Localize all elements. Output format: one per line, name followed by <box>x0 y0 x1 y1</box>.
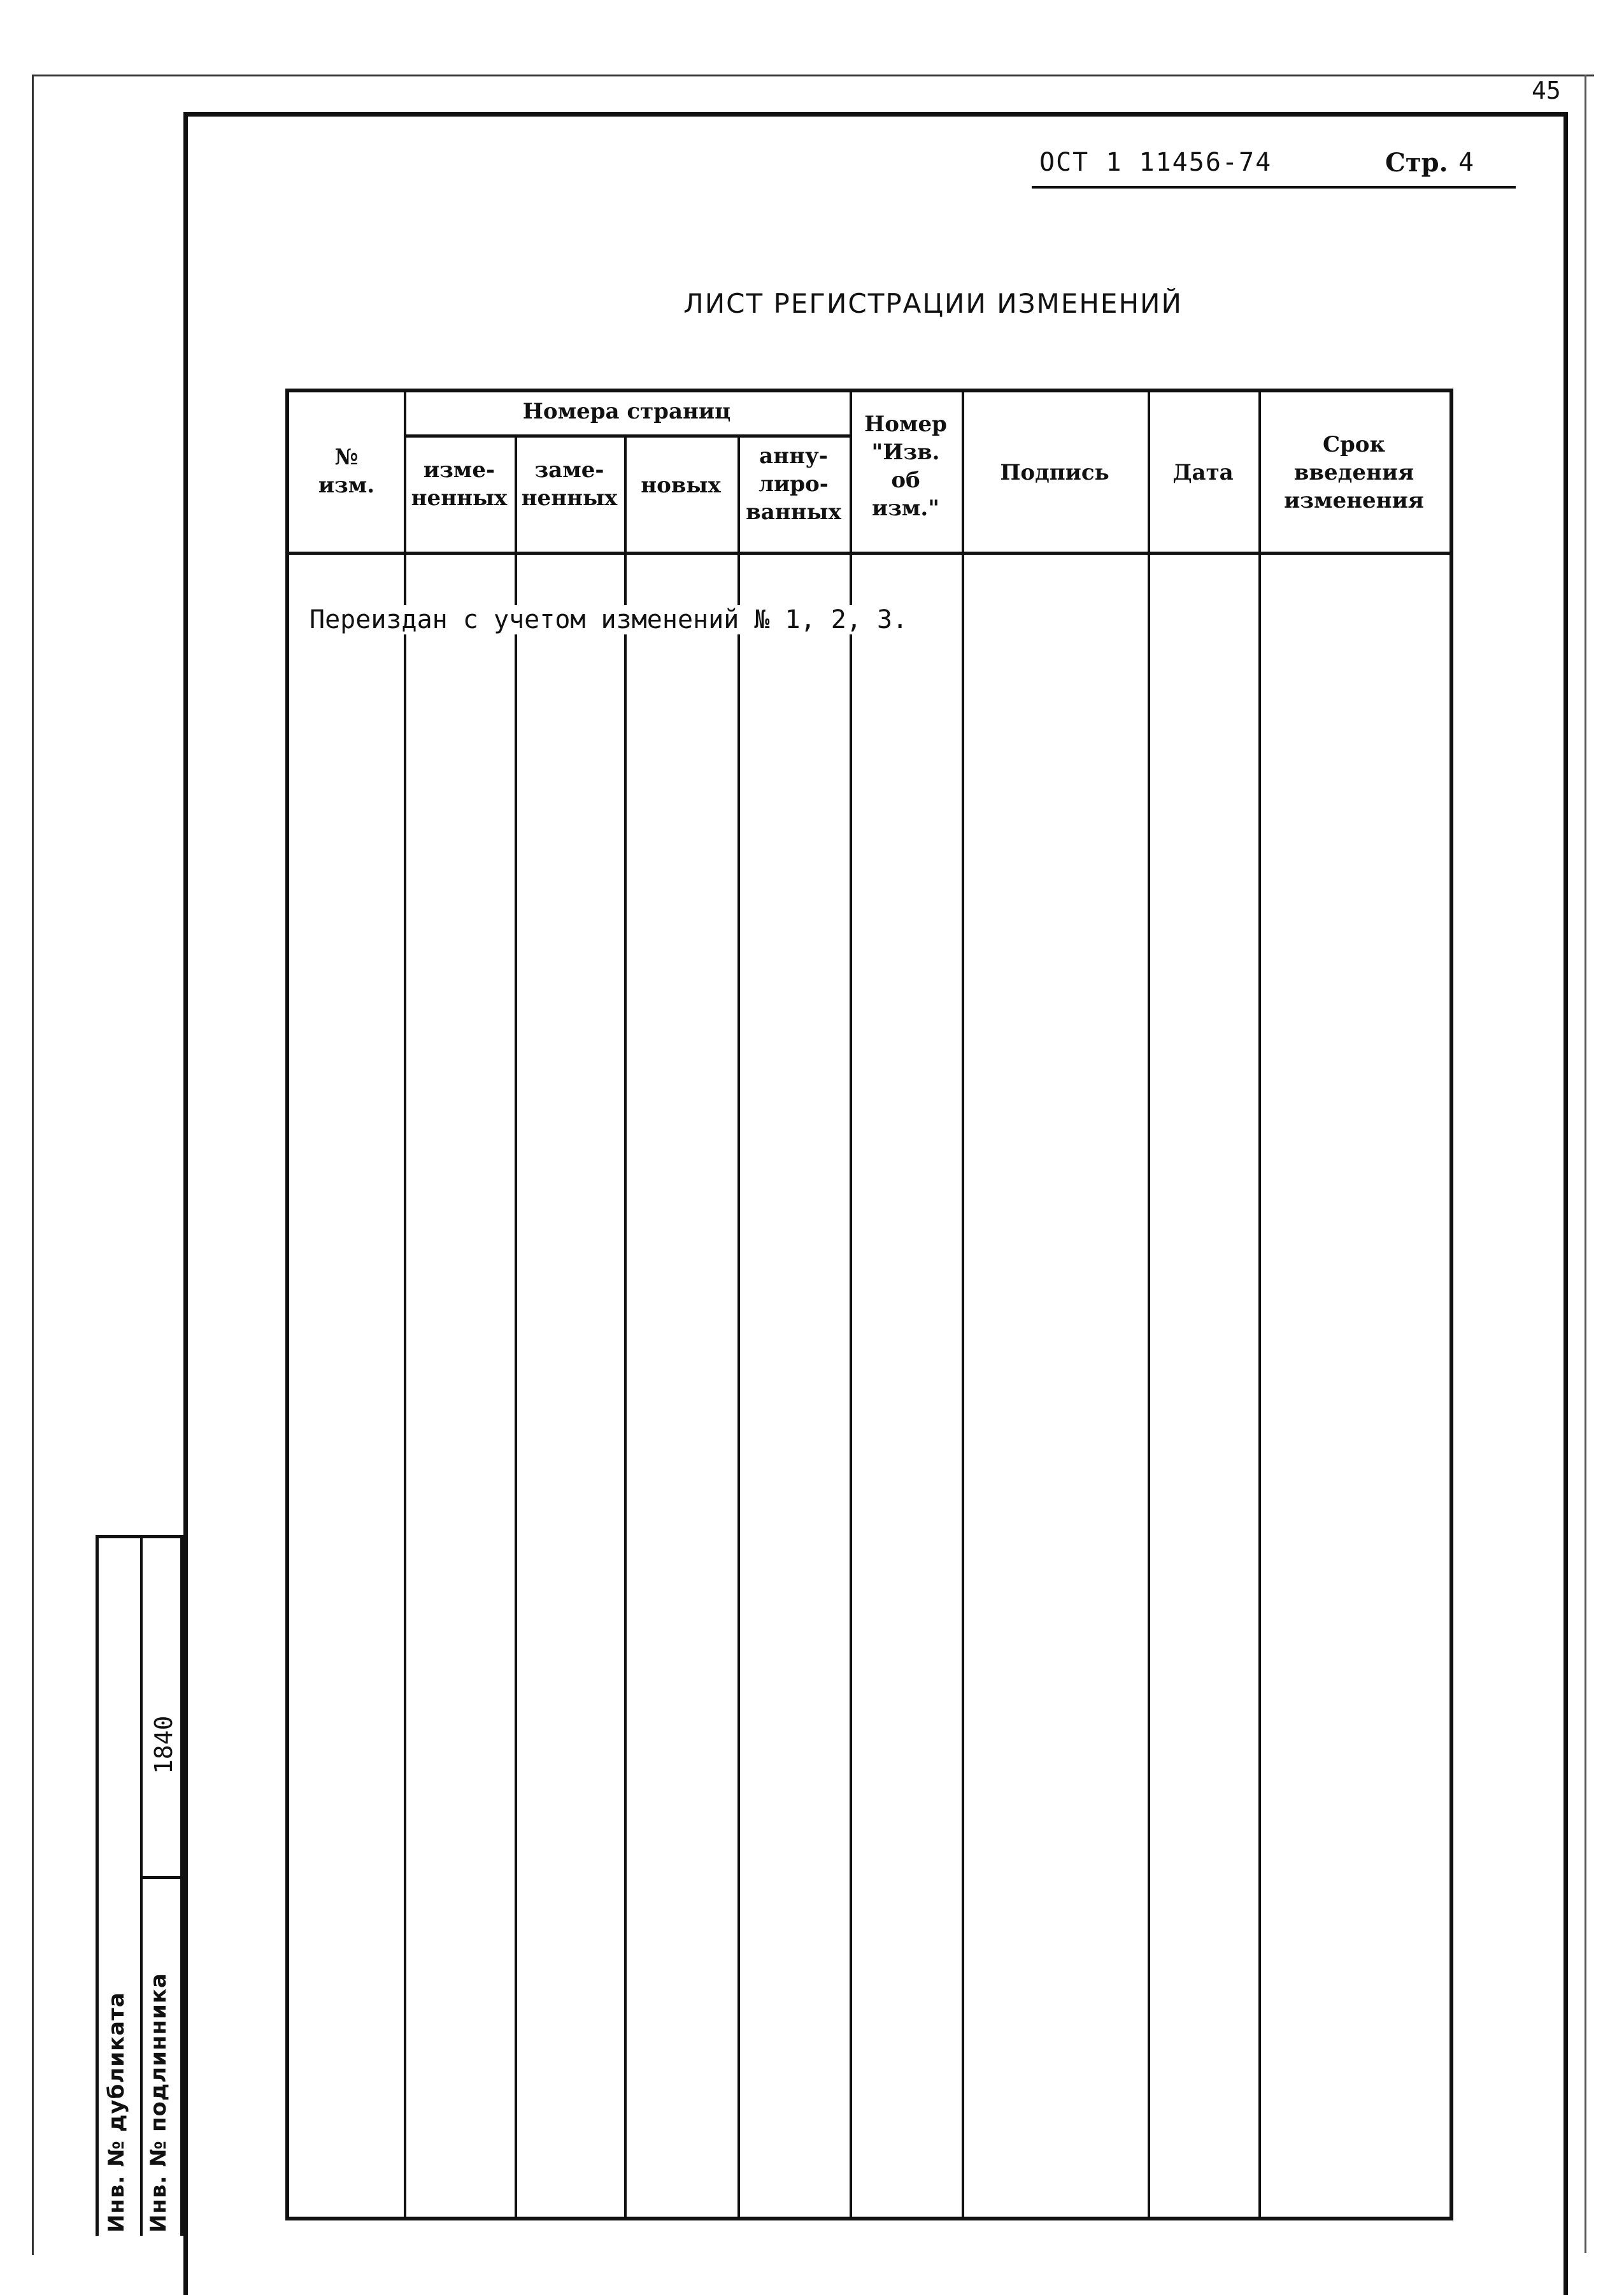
col-divider <box>962 392 964 2217</box>
header-annulled: анну- лиро- ванных <box>746 443 841 525</box>
stamp-divider <box>140 1876 180 1879</box>
stamp-original-label: Инв. № подлинника <box>146 1973 171 2233</box>
header-divider <box>289 552 1449 555</box>
header-changed: изме- ненных <box>411 457 508 511</box>
sheet-title-text: ЛИСТ РЕГИСТРАЦИИ ИЗМЕНЕНИЙ <box>683 288 1183 319</box>
header-underline <box>1032 186 1516 189</box>
reissue-note <box>310 605 908 634</box>
header-new: новых <box>641 473 721 498</box>
col-divider <box>624 552 627 2217</box>
col-divider <box>515 552 517 2217</box>
header-deadline: Срок введения изменения <box>1284 432 1424 513</box>
stamp-original-value: 1840 <box>150 1715 178 1774</box>
header-page-numbers: Номера страниц <box>522 399 731 424</box>
col-divider <box>404 392 406 2217</box>
change-registration-table <box>285 389 1453 2220</box>
side-stamp <box>96 1535 183 2236</box>
col-divider <box>1148 392 1150 2217</box>
header-notice-number: Номер "Изв. об изм." <box>864 411 947 521</box>
stamp-duplicate-label: Инв. № дубликата <box>104 1992 129 2233</box>
col-divider <box>850 392 852 2217</box>
stamp-divider <box>140 1538 143 2236</box>
col-divider <box>1258 392 1261 2217</box>
page-label: Стр. <box>1385 148 1448 178</box>
header-change-no: № изм. <box>318 445 375 498</box>
page-label-number: 4 <box>1458 148 1474 177</box>
sheet-title <box>0 288 1624 319</box>
document-code: ОСТ 1 11456-74 <box>1039 148 1272 177</box>
outer-frame-right <box>1585 75 1586 2253</box>
header-replaced: заме- ненных <box>521 457 618 511</box>
header-date: Дата <box>1172 460 1234 485</box>
header-signature: Подпись <box>1000 460 1109 485</box>
page-number: 45 <box>1532 76 1561 104</box>
col-divider <box>737 552 740 2217</box>
reissue-note-text: Переиздан с учетом изменений № 1, 2, 3. <box>310 605 908 634</box>
group-divider <box>404 434 850 438</box>
